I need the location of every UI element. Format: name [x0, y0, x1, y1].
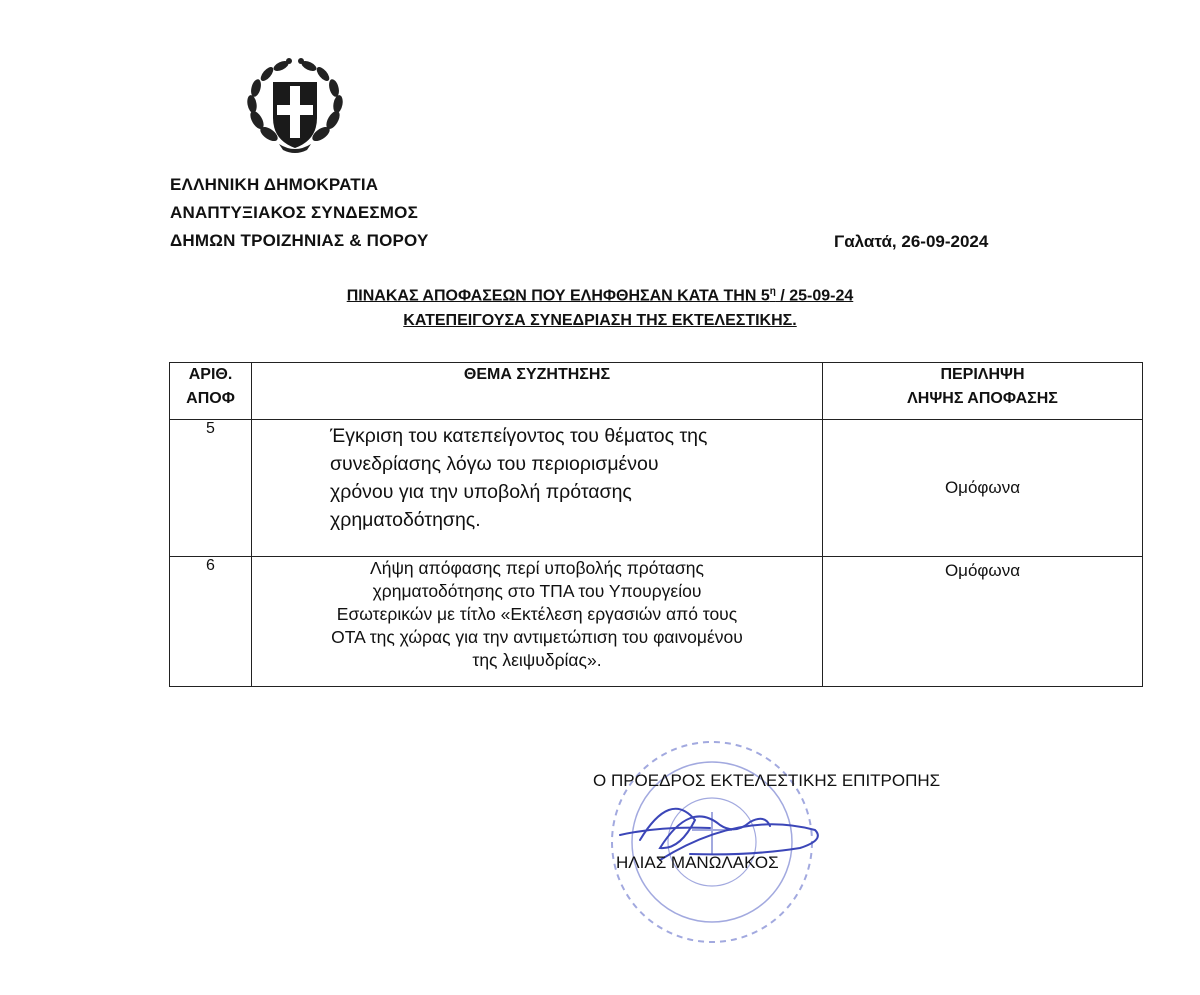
header-line-1: ΕΛΛΗΝΙΚΗ ΔΗΜΟΚΡΑΤΙΑ: [170, 175, 379, 194]
signatory-title: Ο ΠΡΟΕΔΡΟΣ ΕΚΤΕΛΕΣΤΙΚΗΣ ΕΠΙΤΡΟΠΗΣ: [593, 771, 941, 790]
decision-subject: Λήψη απόφασης περί υποβολής πρότασης χρηματοδότησης στο ΤΠΑ του Υπουργείου Εσωτερικών με τίτλο «Εκτέλεση εργασιών από τους ΟΤΑ της χώρας για την αντιμετώπιση του φαινομένου της λειψυδρίας».: [331, 558, 743, 670]
decisions-table: [169, 362, 1143, 687]
decision-subject: Έγκριση του κατεπείγοντος του θέματος της συνεδρίασης λόγω του περιορισμένου χρόνου για την υποβολή πρότασης χρηματοδότησης.: [330, 425, 708, 531]
greek-republic-emblem-icon: [243, 58, 347, 156]
table-row: [170, 557, 1143, 687]
document-title-line-2: ΚΑΤΕΠΕΙΓΟΥΣΑ ΣΥΝΕΔΡΙΑΣΗ ΤΗΣ ΕΚΤΕΛΕΣΤΙΚΗΣ.: [403, 312, 797, 329]
header-line-3: ΔΗΜΩΝ ΤΡΟΙΖΗΝΙΑΣ & ΠΟΡΟΥ: [170, 231, 429, 250]
table-row: [170, 420, 1143, 557]
decision-number: 5: [170, 420, 252, 557]
header-subject: ΘΕΜΑ ΣΥΖΗΤΗΣΗΣ: [252, 363, 823, 420]
decision-result: Ομόφωνα: [823, 557, 1143, 687]
table-header-row: [170, 363, 1143, 420]
header-decision-summary: ΠΕΡΙΛΗΨΗ ΛΗΨΗΣ ΑΠΟΦΑΣΗΣ: [823, 363, 1143, 420]
official-stamp-icon: [600, 730, 830, 960]
signatory-name: ΗΛΙΑΣ ΜΑΝΩΛΑΚΟΣ: [616, 853, 779, 872]
decision-number: 6: [170, 557, 252, 687]
decision-result: Ομόφωνα: [823, 420, 1143, 557]
document-title-line-1: ΠΙΝΑΚΑΣ ΑΠΟΦΑΣΕΩΝ ΠΟΥ ΕΛΗΦΘΗΣΑΝ ΚΑΤΑ ΤΗΝ $5^\eta / 25-09-24$: [346, 286, 854, 305]
header-line-2: ΑΝΑΠΤΥΞΙΑΚΟΣ ΣΥΝΔΕΣΜΟΣ: [170, 203, 418, 222]
document-date: Γαλατά, 26-09-2024: [834, 232, 989, 251]
header-decision-number: ΑΡΙΘ. ΑΠΟΦ: [170, 363, 252, 420]
